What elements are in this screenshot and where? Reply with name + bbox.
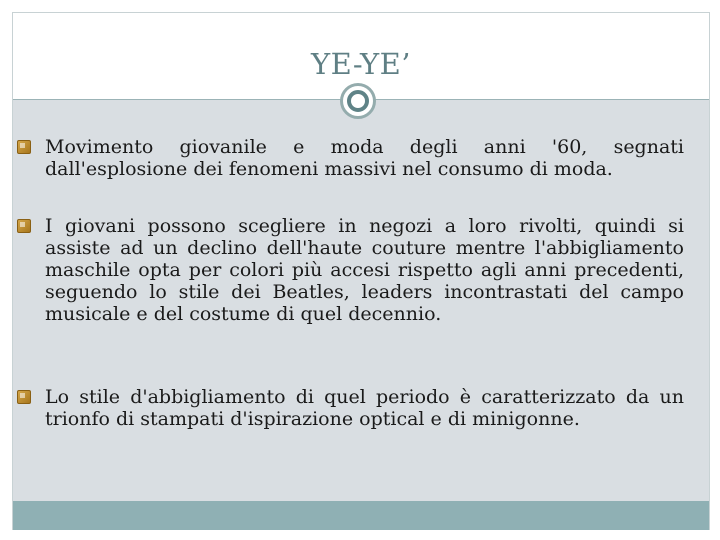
slide: [12, 12, 710, 530]
bullet-text: I giovani possono scegliere in negozi a loro rivolti, quindi si assiste ad un declino dell'haute couture mentre l'abbigliamento maschile opta per colori più accesi rispetto agli anni precedenti, seguendo lo stile dei Beatles, leaders incontrastati del campo musicale e del costume di quel decennio.: [45, 215, 684, 325]
bullet-text: Movimento giovanile e moda degli anni '60, segnati dall'esplosione dei fenomeni massivi nel consumo di moda.: [45, 136, 684, 180]
ring-ornament-icon: [340, 83, 376, 119]
square-bullet-icon: [17, 219, 31, 233]
slide-title: YE-YE’: [311, 47, 411, 81]
square-bullet-icon: [17, 140, 31, 154]
square-bullet-icon: [17, 390, 31, 404]
content-area: [13, 100, 709, 501]
footer-bar: [13, 501, 709, 530]
bullet-text: Lo stile d'abbigliamento di quel periodo è caratterizzato da un trionfo di stampati d'ispirazione optical e di minigonne.: [45, 386, 684, 430]
